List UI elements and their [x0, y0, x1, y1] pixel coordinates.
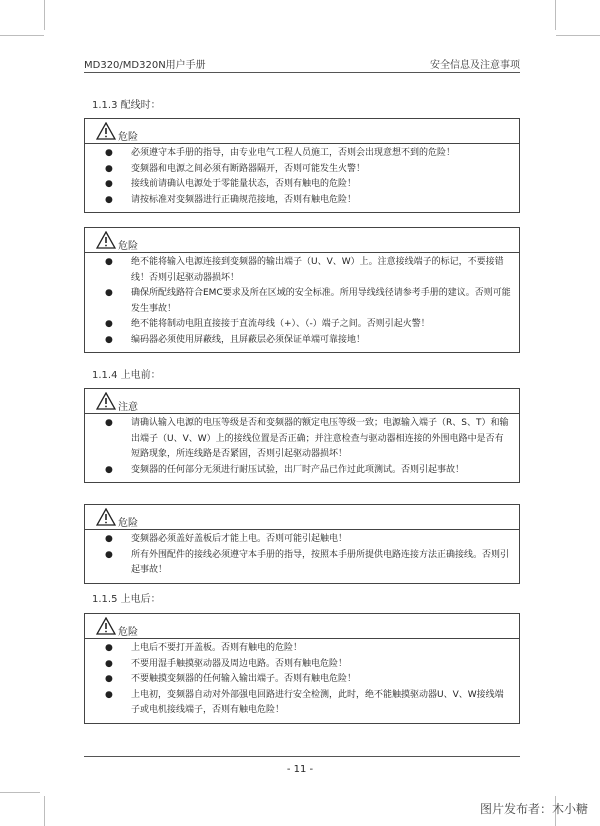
bullet-icon: ●	[105, 288, 113, 298]
item-text: 上电后不要打开盖板。否则有触电的危险！	[131, 643, 303, 653]
item-text: 编码器必须使用屏蔽线，且屏蔽层必须保证单端可靠接地！	[131, 334, 366, 345]
bullet-icon: ●	[105, 334, 113, 345]
box-title	[85, 119, 519, 144]
item-text: 不要用湿手触摸驱动器及周边电路。否则有触电危险！	[131, 658, 348, 669]
list-item	[85, 688, 519, 719]
section-heading: 1.1.4 上电前：	[92, 370, 161, 381]
list-item	[85, 657, 519, 673]
header-manual-title: MD320/MD320N用户手册	[84, 60, 206, 71]
caution-box	[84, 388, 520, 483]
warning-icon	[96, 392, 116, 410]
item-text: 变频器必须盖好盖板后才能上电。否则可能引起触电！	[131, 534, 348, 544]
warning-icon	[96, 617, 116, 635]
item-text: 必须遵守本手册的指导，由专业电气工程人员施工，否则会出现意想不到的危险！	[131, 148, 456, 158]
item-text: 绝不能将制动电阻直接接于直流母线（+）、（-）端子之间。否则引起火警！	[131, 319, 430, 329]
crop-mark	[555, 0, 556, 30]
bullet-icon: ●	[105, 163, 113, 174]
box-label: 危险	[118, 132, 138, 143]
box-label: 注意	[118, 402, 138, 413]
bullet-icon: ●	[105, 148, 113, 158]
item-text: 请确认输入电源的电压等级是否和变频器的额定电压等级一致；电源输入端子（R、S、T）和输出端子（U、V、W）上的接线位置是否正确；并注意检查与驱动器相连接的外围电路中是否有短路现象，所连线路是否紧固，否则引起驱动器损坏！	[131, 418, 509, 459]
item-list	[85, 530, 519, 583]
item-text: 变频器的任何部分无须进行耐压试验，出厂时产品已作过此项测试。否则引起事故！	[131, 464, 465, 475]
item-text: 不要触摸变频器的任何输入输出端子。否则有触电危险！	[131, 674, 357, 684]
publisher-watermark: 图片发布者：木小糖	[479, 802, 588, 816]
item-text: 请按标准对变频器进行正确规范接地，否则有触电危险！	[131, 194, 357, 205]
section-heading: 1.1.5 上电后：	[92, 594, 161, 605]
list-item	[85, 416, 519, 463]
bullet-icon: ●	[105, 643, 113, 653]
bullet-icon: ●	[105, 674, 113, 684]
list-item	[85, 532, 519, 548]
list-item	[85, 317, 519, 333]
item-text: 上电初，变频器自动对外部强电回路进行安全检测，此时，绝不能触摸驱动器U、V、W接线端子或电机接线端子，否则有触电危险！	[131, 689, 504, 715]
bullet-icon: ●	[105, 418, 113, 428]
box-title	[85, 505, 519, 530]
list-item	[85, 177, 519, 193]
bullet-icon: ●	[105, 549, 113, 560]
warning-icon	[96, 508, 116, 526]
box-title	[85, 228, 519, 253]
list-item	[85, 672, 519, 688]
list-item	[85, 333, 519, 349]
header-section-title: 安全信息及注意事项	[430, 60, 520, 71]
danger-box	[84, 613, 520, 724]
list-item	[85, 162, 519, 178]
box-label: 危险	[118, 518, 138, 529]
item-list	[85, 144, 519, 212]
footer-rule	[84, 756, 520, 757]
item-text: 所有外围配件的接线必须遵守本手册的指导，按照本手册所提供电路连接方法正确接线。否则引起事故！	[131, 549, 510, 575]
bullet-icon: ●	[105, 257, 113, 267]
list-item	[85, 286, 519, 317]
bullet-icon: ●	[105, 464, 113, 475]
bullet-icon: ●	[105, 534, 113, 544]
warning-icon	[96, 231, 116, 249]
page-number: - 11 -	[286, 764, 314, 775]
box-title	[85, 614, 519, 639]
header-rule	[84, 72, 520, 73]
crop-mark	[556, 35, 600, 36]
bullet-icon: ●	[105, 319, 113, 329]
list-item	[85, 548, 519, 579]
list-item	[85, 463, 519, 479]
item-list	[85, 414, 519, 482]
bullet-icon: ●	[105, 658, 113, 669]
bullet-icon: ●	[105, 179, 113, 189]
warning-icon	[96, 122, 116, 140]
section-heading: 1.1.3 配线时：	[92, 100, 161, 111]
list-item	[85, 146, 519, 162]
list-item	[85, 193, 519, 209]
box-label: 危险	[118, 241, 138, 252]
item-text: 绝不能将输入电源连接到变频器的输出端子（U、V、W）上。注意接线端子的标记，不要接错线！否则引起驱动器损坏！	[131, 257, 504, 283]
list-item	[85, 255, 519, 286]
box-label: 危险	[118, 627, 138, 638]
crop-mark	[0, 35, 44, 36]
box-title	[85, 389, 519, 414]
danger-box	[84, 227, 520, 353]
item-list	[85, 639, 519, 723]
item-list	[85, 253, 519, 352]
item-text: 变频器和电源之间必须有断路器隔开，否则可能发生火警！	[131, 163, 366, 174]
danger-box	[84, 118, 520, 213]
danger-box	[84, 504, 520, 584]
bullet-icon: ●	[105, 194, 113, 205]
item-text: 确保所配线路符合EMC要求及所在区域的安全标准。所用导线线径请参考手册的建议。否则可能发生事故！	[131, 288, 511, 314]
crop-mark	[44, 796, 45, 826]
list-item	[85, 641, 519, 657]
bullet-icon: ●	[105, 689, 113, 700]
crop-mark	[0, 792, 40, 793]
item-text: 接线前请确认电源处于零能量状态，否则有触电的危险！	[131, 179, 357, 189]
crop-mark	[44, 0, 45, 30]
